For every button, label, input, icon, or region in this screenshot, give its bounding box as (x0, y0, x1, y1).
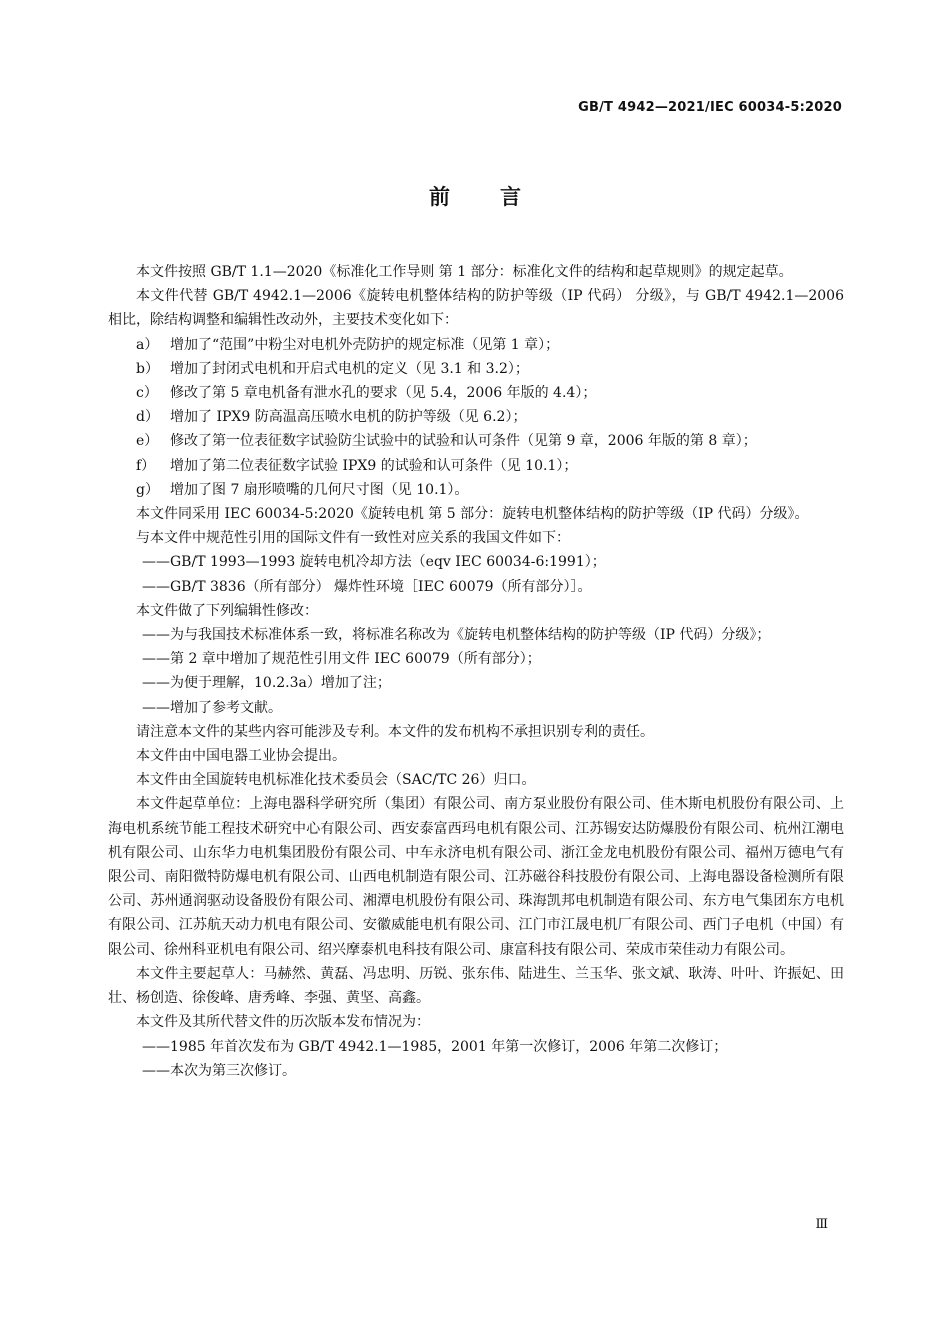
change-item (108, 381, 844, 405)
change-mark: e） (136, 433, 159, 450)
change-item (108, 454, 844, 478)
editorial-item: ——为与我国技术标准体系一致，将标准名称改为《旋转电机整体结构的防护等级（IP 代码）分级》； (142, 627, 771, 644)
para-editorial-intro: 本文件做了下列编辑性修改： (136, 602, 318, 619)
para-history-intro: 本文件及其所代替文件的历次版本发布情况为： (136, 1014, 430, 1031)
para-drafting-units: 本文件起草单位：上海电器科学研究所（集团）有限公司、南方泵业股份有限公司、佳木斯电机股份有限公司、上海电机系统节能工程技术研究中心有限公司、西安泰富西玛电机有限公司、江苏锡安达防爆股份有限公司、杭州江潮电机有限公司、山东华力电机集团股份有限公司、中车永济电机有限公司、浙江金龙电机股份有限公司、福州万德电气有限公司、南阳微特防爆电机有限公司、山西电机制造有限公司、江苏磁谷科技股份有限公司、上海电器设备检测所有限公司、苏州通润驱动设备股份有限公司、湘潭电机股份有限公司、珠海凯邦电机制造有限公司、东方电气集团东方电机有限公司、江苏航天动力机电有限公司、安徽威能电机有限公司、江门市江晟电机厂有限公司、西门子电机（中国）有限公司、徐州科亚机电有限公司、绍兴摩泰机电科技有限公司、康富科技有限公司、荣成市荣佳动力有限公司。 (108, 796, 844, 958)
change-text: 增加了第二位表征数字试验 IPX9 的试验和认可条件（见 10.1）； (170, 457, 578, 474)
change-item (108, 405, 844, 429)
editorial-item: ——为便于理解，10.2.3a）增加了注； (142, 675, 391, 692)
para-adoption: 本文件同采用 IEC 60034-5:2020《旋转电机 第 5 部分：旋转电机整体结构的防护等级（IP 代码）分级》。 (136, 506, 809, 523)
change-text: 增加了图 7 扇形喷嘴的几何尺寸图（见 10.1）。 (170, 481, 469, 498)
change-mark: g） (136, 481, 159, 498)
change-item (108, 357, 844, 381)
change-item (108, 333, 844, 357)
para-drafting-rule: 本文件按照 GB/T 1.1—2020《标准化工作导则 第 1 部分：标准化文件的结构和起草规则》的规定起草。 (136, 264, 793, 280)
change-text: 增加了“范围”中粉尘对电机外壳防护的规定标准（见第 1 章）； (170, 336, 560, 353)
foreword-body (108, 260, 844, 1083)
para-committee: 本文件由全国旋转电机标准化技术委员会（SAC/TC 26）归口。 (136, 772, 536, 789)
history-item: ——1985 年首次发布为 GB/T 4942.1—1985，2001 年第一次修订，2006 年第二次修订； (142, 1038, 728, 1055)
editorial-item: ——第 2 章中增加了规范性引用文件 IEC 60079（所有部分）； (142, 651, 541, 668)
standard-number: GB/T 4942—2021/IEC 60034-5:2020 (578, 100, 842, 115)
editorial-item: ——增加了参考文献。 (142, 699, 282, 716)
page-title: 前言 (429, 185, 571, 209)
change-mark: d） (136, 409, 159, 426)
change-mark: f） (136, 457, 156, 474)
change-text: 增加了 IPX9 防高温高压喷水电机的防护等级（见 6.2）； (170, 409, 527, 426)
change-item (108, 478, 844, 502)
change-text: 修改了第 5 章电机备有泄水孔的要求（见 5.4，2006 年版的 4.4）； (170, 385, 597, 402)
change-text: 增加了封闭式电机和开启式电机的定义（见 3.1 和 3.2）； (170, 360, 529, 377)
para-references-intro: 与本文件中规范性引用的国际文件有一致性对应关系的我国文件如下： (136, 530, 570, 547)
reference-item: ——GB/T 3836（所有部分） 爆炸性环境［IEC 60079（所有部分）］。 (142, 578, 592, 595)
change-mark: c） (136, 385, 158, 402)
change-mark: a） (136, 336, 159, 353)
change-item (108, 429, 844, 453)
change-mark: b） (136, 360, 159, 377)
para-patent-notice: 请注意本文件的某些内容可能涉及专利。本文件的发布机构不承担识别专利的责任。 (136, 723, 654, 740)
history-item: ——本次为第三次修订。 (142, 1062, 296, 1079)
para-drafters: 本文件主要起草人：马赫然、黄磊、冯忠明、历锐、张东伟、陆进生、兰玉华、张文斌、耿涛、叶叶、许振妃、田壮、杨创造、徐俊峰、唐秀峰、李强、黄坚、高鑫。 (108, 965, 844, 1007)
change-text: 修改了第一位表征数字试验防尘试验中的试验和认可条件（见第 9 章，2006 年版的第 8 章）； (170, 433, 757, 450)
reference-item: ——GB/T 1993—1993 旋转电机冷却方法（eqv IEC 60034-6:1991）； (142, 554, 606, 571)
para-replacement: 本文件代替 GB/T 4942.1—2006《旋转电机整体结构的防护等级（IP 代码） 分级》，与 GB/T 4942.1—2006 相比，除结构调整和编辑性改动外，主要技术变化如下： (108, 288, 844, 329)
page-number: Ⅲ (815, 1217, 828, 1232)
para-proposer: 本文件由中国电器工业协会提出。 (136, 748, 346, 765)
